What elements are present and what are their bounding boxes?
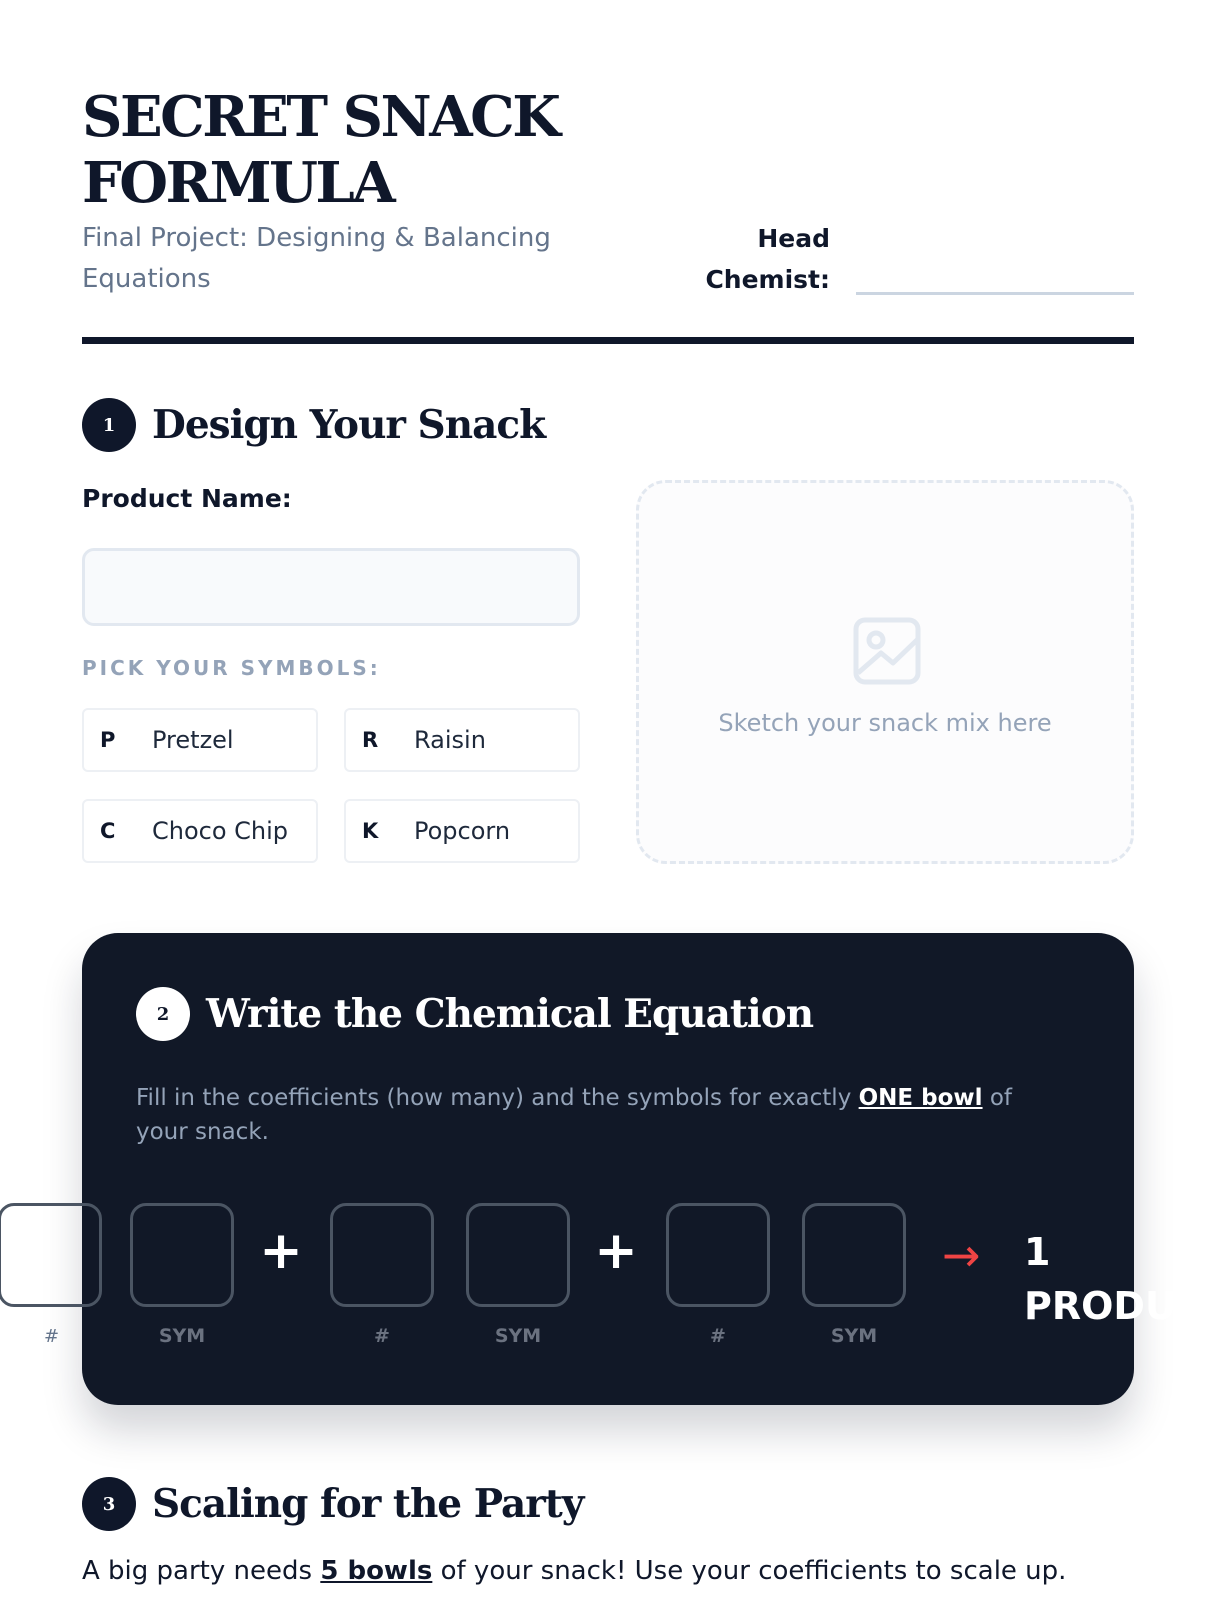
product-name-label: Product Name: — [82, 484, 292, 513]
coefficient-box-1[interactable] — [0, 1203, 102, 1307]
scaling-text-end: of your snack! Use your coefficients to scale up. — [432, 1556, 1067, 1586]
symbol-letter: C — [100, 819, 116, 843]
symbol-card-popcorn[interactable] — [344, 799, 580, 863]
symbol-box-1[interactable] — [130, 1203, 234, 1307]
page-subtitle: Final Project: Designing & Balancing Equations — [82, 223, 551, 294]
symbol-box-3[interactable] — [802, 1203, 906, 1307]
product-count: 1 — [1024, 1230, 1051, 1274]
product-term — [1024, 1225, 1230, 1333]
section-2-title: Write the Chemical Equation — [206, 991, 814, 1037]
symbol-letter: K — [362, 819, 379, 843]
symbol-box-2[interactable] — [466, 1203, 570, 1307]
header-divider — [82, 337, 1134, 344]
scaling-emphasis: 5 bowls — [320, 1556, 433, 1586]
sketch-caption: Sketch your snack mix here — [718, 709, 1052, 737]
step-badge-3: 3 — [82, 1477, 136, 1531]
plus-sign: + — [259, 1221, 303, 1281]
symbol-box-label: SYM — [494, 1325, 542, 1347]
plus-sign: + — [594, 1221, 638, 1281]
symbol-name: Choco Chip — [152, 817, 289, 845]
symbol-card-pretzel[interactable] — [82, 708, 318, 772]
section-1-title: Design Your Snack — [152, 402, 546, 448]
head-chemist-label: Head Chemist: — [705, 224, 830, 294]
image-icon — [853, 617, 921, 685]
symbol-name: Raisin — [414, 726, 486, 754]
product-label: PRODUCT — [1024, 1284, 1230, 1328]
symbol-letter: R — [362, 728, 379, 752]
symbol-name: Popcorn — [414, 817, 511, 845]
symbol-card-raisin[interactable] — [344, 708, 580, 772]
coefficient-box-2[interactable] — [330, 1203, 434, 1307]
instructions-emphasis: ONE bowl — [858, 1085, 983, 1111]
coefficient-box-label: # — [44, 1326, 60, 1347]
scaling-text: A big party needs — [82, 1556, 321, 1586]
symbol-box-label: SYM — [158, 1325, 206, 1347]
equation-panel — [82, 933, 1230, 1405]
reaction-arrow: → — [942, 1228, 981, 1282]
coefficient-box-label: # — [374, 1325, 390, 1347]
section-3-header — [82, 1477, 583, 1531]
symbols-label: PICK YOUR SYMBOLS: — [82, 656, 381, 680]
coefficient-box-label: # — [710, 1325, 726, 1347]
section-2-header — [136, 987, 813, 1041]
symbol-letter: P — [100, 728, 116, 752]
head-chemist-field[interactable] — [856, 292, 1134, 295]
product-name-input[interactable] — [82, 548, 580, 626]
instructions-text: Fill in the coefficients (how many) and the symbols for exactly — [136, 1085, 859, 1111]
section-3-title: Scaling for the Party — [152, 1481, 584, 1527]
step-badge-1: 1 — [82, 398, 136, 452]
section-1-header — [82, 398, 545, 452]
scaling-instructions — [82, 1556, 1066, 1586]
step-badge-2: 2 — [136, 987, 190, 1041]
equation-instructions — [136, 1081, 1066, 1149]
symbol-card-choco-chip[interactable] — [82, 799, 318, 863]
symbol-box-label: SYM — [830, 1325, 878, 1347]
coefficient-box-3[interactable] — [666, 1203, 770, 1307]
instructions-text-end: of your snack. — [136, 1085, 1013, 1145]
symbol-name: Pretzel — [152, 726, 234, 754]
sketch-area[interactable] — [636, 480, 1134, 864]
page-title: SECRET SNACK FORMULA — [82, 84, 559, 216]
